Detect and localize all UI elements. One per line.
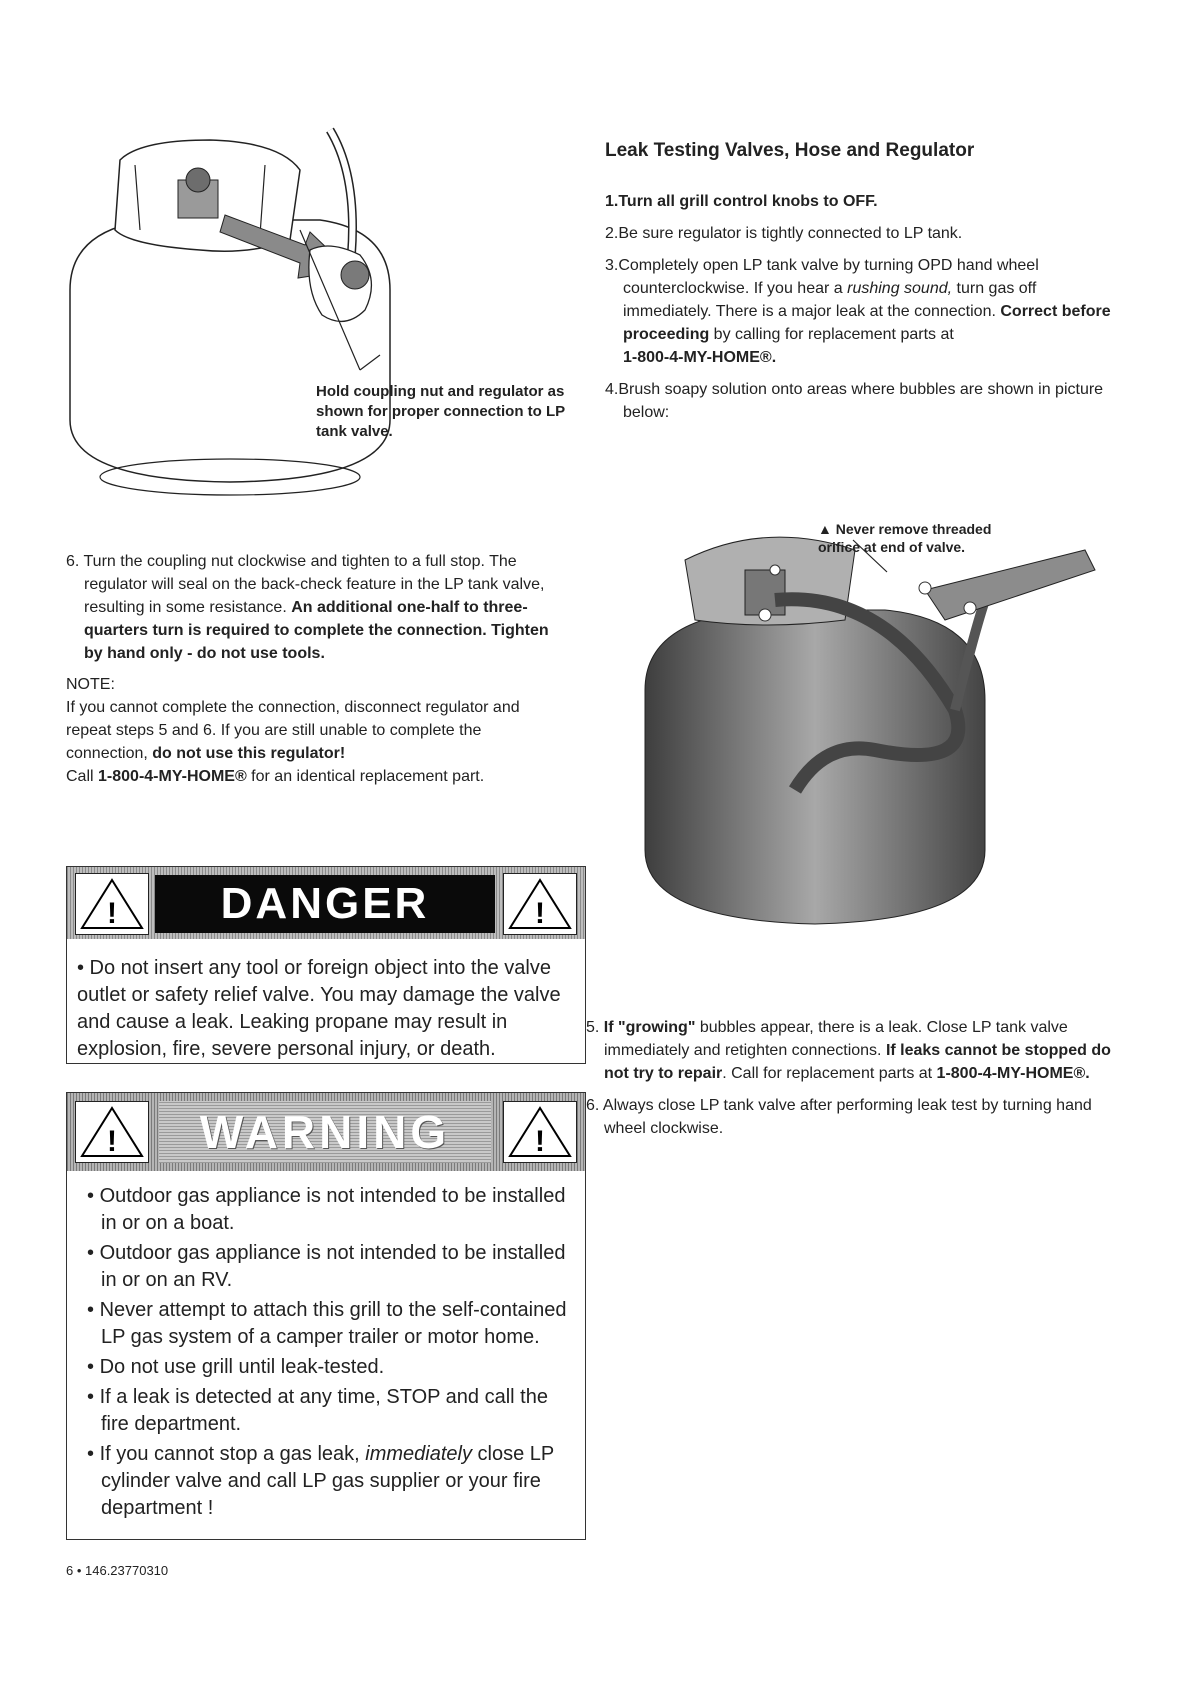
warning-item-text: Outdoor gas appliance is not intended to be installed in or on a boat. [99,1185,566,1234]
warning-triangle-icon [503,1101,577,1163]
connect-step-6-bold: An additional one-half to three-quarters turn is required to complete the connection. Tighten by hand only - do not use tools. [84,599,549,662]
leak-step-3-phone: 1-800-4-MY-HOME®. [623,349,777,366]
leak-step-3-text-b: turn gas off immediately. There is a major leak at the connection. [623,280,1037,320]
warning-title: WARNING [159,1101,491,1163]
leak-step-5-phone: 1-800-4-MY-HOME®. [936,1065,1090,1082]
call-line-b: for an identical replacement part. [246,768,485,785]
warning-box [66,1092,586,1540]
warning-item-italic: immediately [365,1443,472,1465]
danger-title: DANGER [155,875,495,933]
danger-banner [67,867,585,939]
warning-banner [67,1093,585,1171]
warning-list [77,1183,577,1525]
note-text-a: If you cannot complete the connection, disconnect regulator and repeat steps 5 and 6. If you are still unable to complete the connection, [66,699,520,762]
warning-item: • Outdoor gas appliance is not intended to be installed in or on an RV. [87,1242,566,1291]
page-footer: 6 • 146.23770310 [66,1563,169,1578]
warning-item-text: Never attempt to attach this grill to the self-contained LP gas system of a camper trailer or motor home. [99,1299,567,1348]
warning-item-text: If a leak is detected at any time, STOP and call the fire department. [99,1386,548,1435]
leak-step-5 [586,1016,1126,1085]
connect-step-6 [66,550,566,665]
warning-item-last-b: close LP cylinder valve and call LP gas supplier or your fire department ! [101,1443,554,1519]
warning-item: • If a leak is detected at any time, STOP and call the fire department. [87,1386,548,1435]
note-text-bold: do not use this regulator! [152,745,346,762]
leak-step-5-lead: If "growing" [603,1019,696,1036]
coupling-illustration [60,120,530,540]
warning-item: • Do not use grill until leak-tested. [87,1356,385,1378]
warning-triangle-icon [75,873,149,935]
call-line-a: Call [66,768,99,785]
leak-step-6: 6. Always close LP tank valve after performing leak test by turning hand wheel clockwise. [586,1097,1092,1137]
note-text [66,696,566,765]
warning-item-text: Outdoor gas appliance is not intended to be installed in or on an RV. [99,1242,566,1291]
leak-step-5-text: bubbles appear, there is a leak. Close LP tank valve immediately and retighten connections. [604,1019,1068,1059]
leak-step-5-text-c: . Call for replacement parts at [722,1065,937,1082]
figure2-caption [818,520,991,556]
danger-box [66,866,586,1064]
connect-step-6-text: 6. Turn the coupling nut clockwise and tighten to a full stop. The regulator will seal on the back-check feature in the LP tank valve, resulting in some resistance. [66,553,545,616]
figure2-caption-line-2: orifice at end of valve. [818,539,966,555]
leak-test-illustration [625,510,1125,960]
leak-step-3-text-c: by calling for replacement parts at [709,326,954,343]
warning-item-last-a: If you cannot stop a gas leak, [99,1443,366,1465]
svg-text:!: ! [535,1125,545,1158]
figure1-caption: Hold coupling nut and regulator as shown for proper connection to LP tank valve. [316,383,565,440]
warning-item-text: Do not use grill until leak-tested. [99,1356,385,1378]
leak-step-3-bold: Correct before proceeding [623,303,1111,343]
leak-step-4: 4.Brush soapy solution onto areas where bubbles are shown in picture below: [605,381,1104,421]
leak-step-2: 2.Be sure regulator is tightly connected to LP tank. [605,225,963,242]
leak-step-5-number: 5. [586,1019,600,1036]
leak-step-1: 1.Turn all grill control knobs to OFF. [605,193,878,210]
leak-steps-continued [586,1016,1126,1149]
svg-text:!: ! [107,1125,117,1158]
warning-item: • Never attempt to attach this grill to the self-contained LP gas system of a camper trailer or motor home. [87,1299,567,1348]
connection-instructions [66,550,566,788]
note-heading: NOTE: [66,676,115,693]
call-line-phone: 1-800-4-MY-HOME® [98,768,247,785]
svg-text:!: ! [107,897,117,930]
warning-item: • Outdoor gas appliance is not intended to be installed in or on a boat. [87,1185,566,1234]
warning-triangle-icon [75,1101,149,1163]
figure2-caption-line-1: ▲ Never remove threaded [818,521,992,537]
warning-item: • If you cannot stop a gas leak, immediately close LP cylinder valve and call LP gas supplier or your fire department ! [87,1443,554,1519]
leak-steps [605,190,1125,433]
svg-text:!: ! [535,897,545,930]
leak-step-3-italic: rushing sound, [847,280,953,297]
leak-step-3-text-a: 3.Completely open LP tank valve by turning OPD hand wheel counterclockwise. If you hear a [605,257,1039,297]
leak-testing-title: Leak Testing Valves, Hose and Regulator [605,140,975,161]
warning-triangle-icon [503,873,577,935]
leak-step-3 [605,254,1125,369]
call-line [66,765,566,788]
leak-step-5-bold: If leaks cannot be stopped do not try to repair [604,1042,1111,1082]
danger-text: • Do not insert any tool or foreign object into the valve outlet or safety relief valve. You may damage the valve and cause a leak. Leaking propane may result in explosion, fire, severe personal injury, or death. [77,957,561,1060]
